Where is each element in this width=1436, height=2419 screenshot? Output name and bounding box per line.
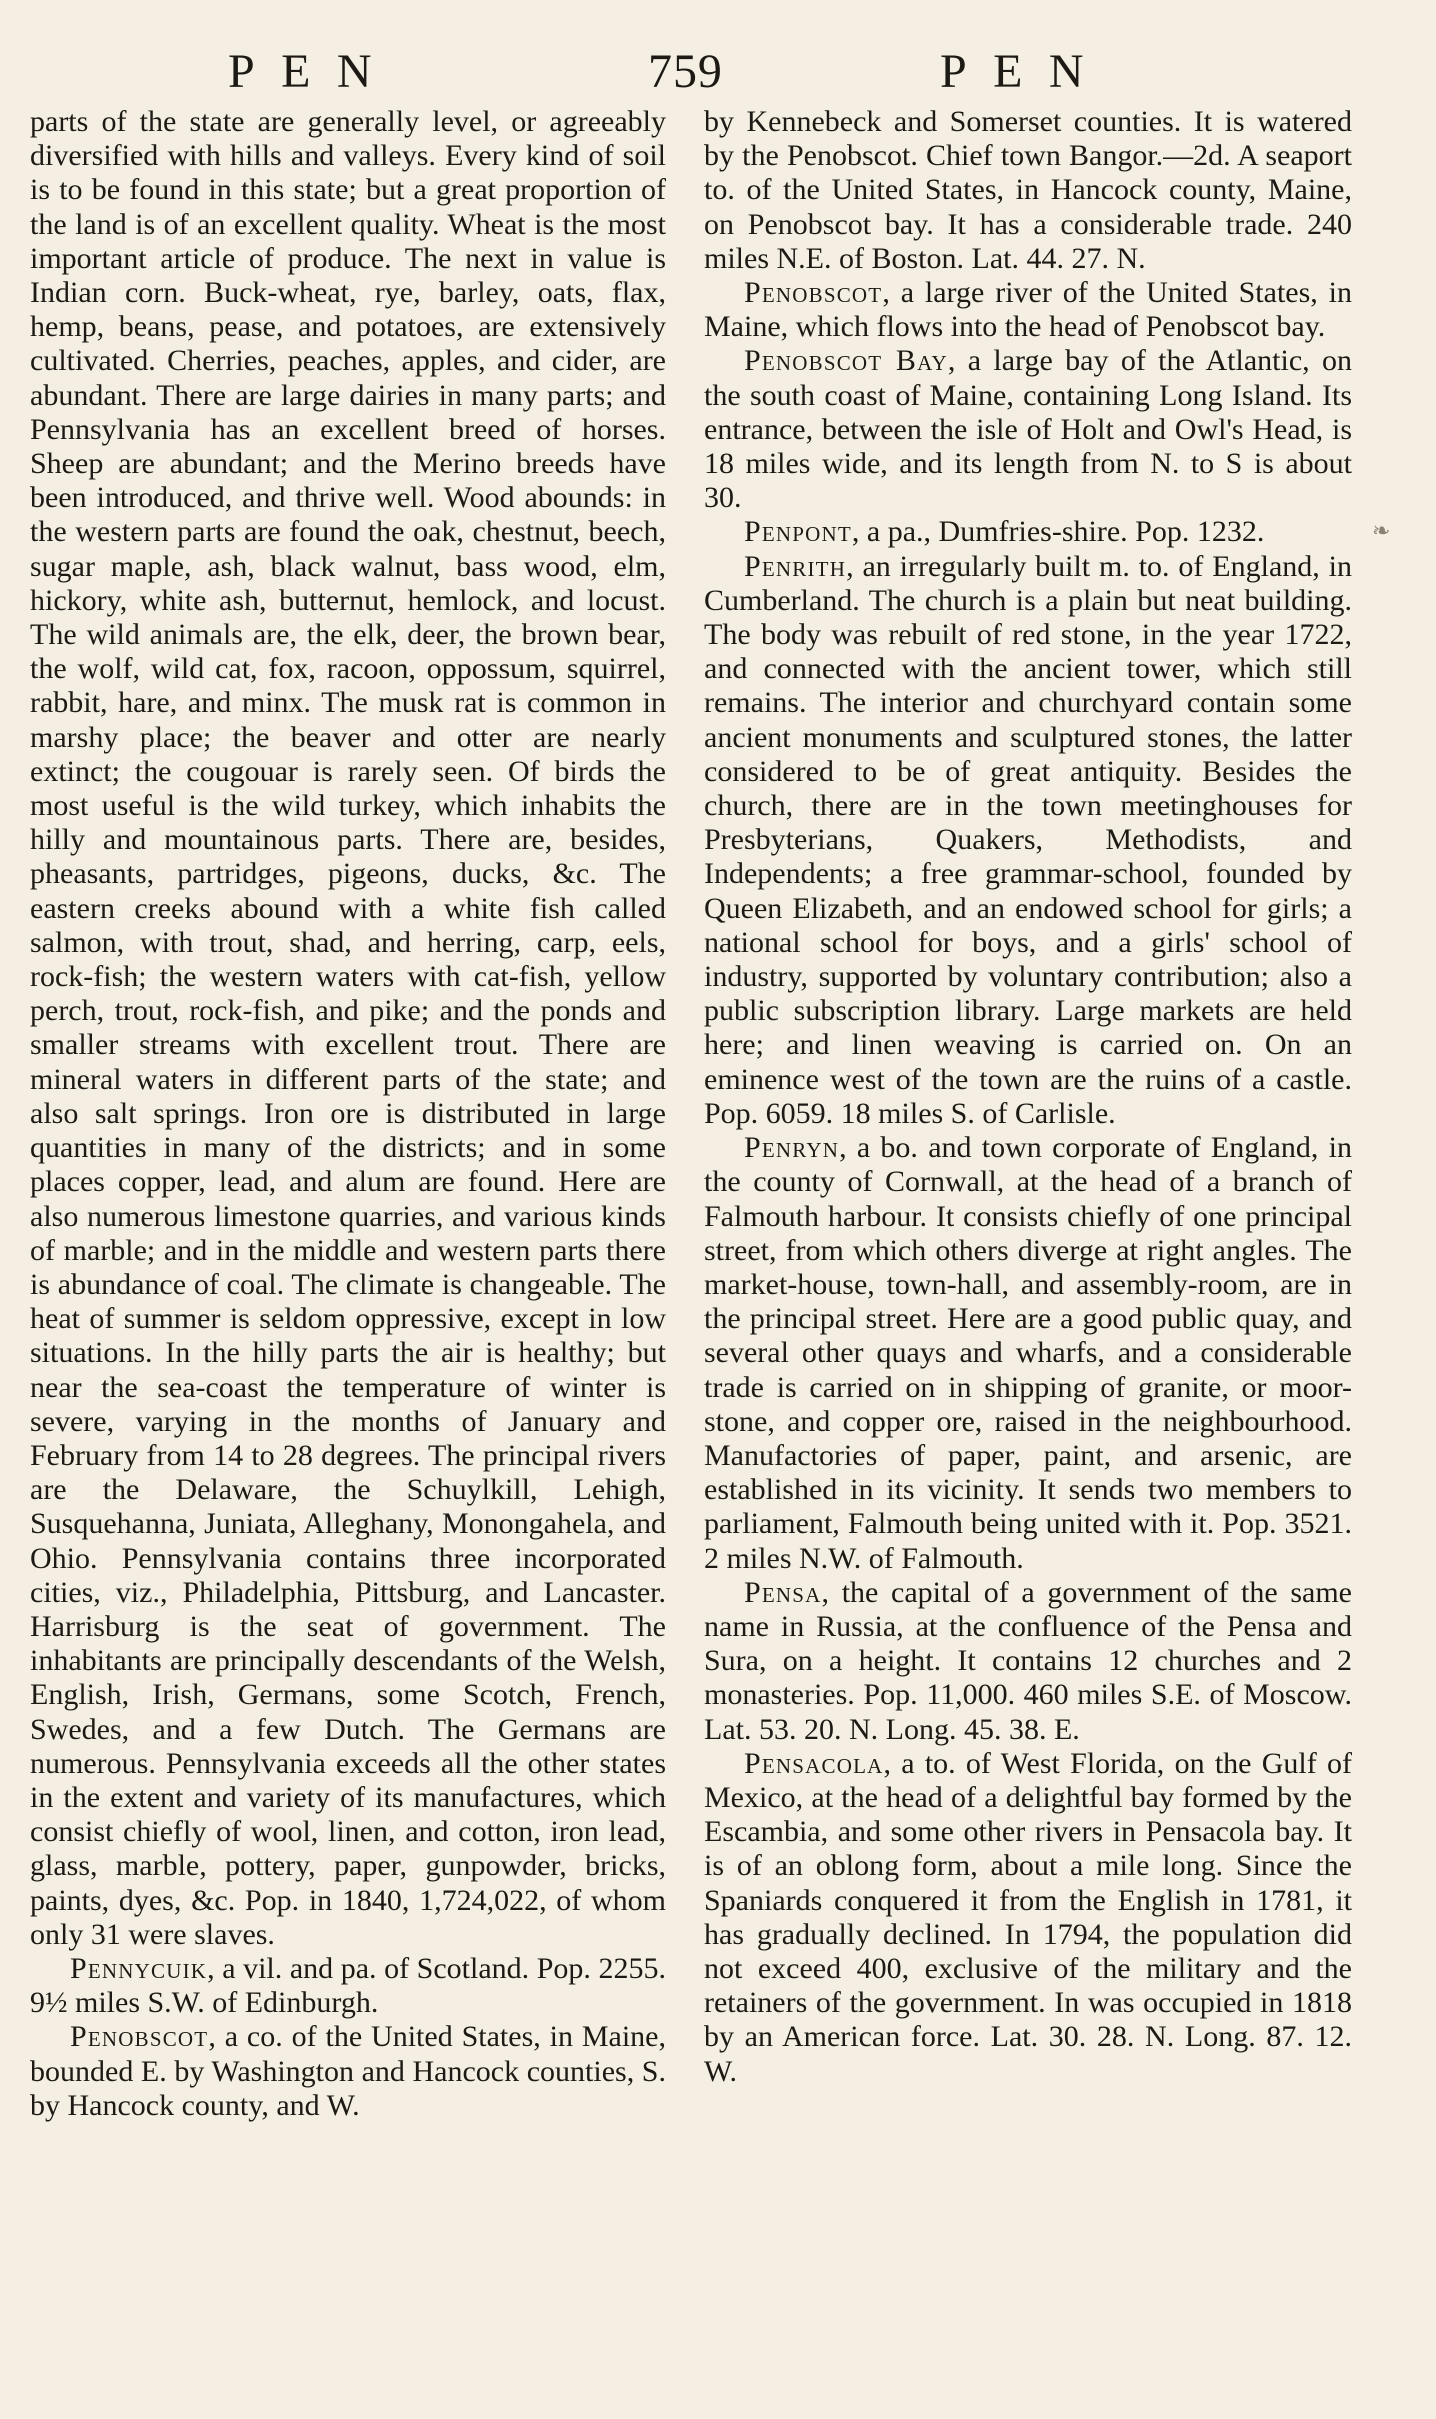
entry-body: , an irregularly built m. to. of England, in Cumberland. The church is a plain but neat building. The body was rebuilt of red stone, in the year 1722, and connected with the ancient tower, which still remains. The interior and churchyard contain some ancient monuments and sculptured stones, the latter considered to be of great antiquity. Besides the church, there are in the town meetinghouses for Presbyterians, Quakers, Methodists, and Independents; a free grammar-school, founded by Queen Elizabeth, and an endowed school for girls; a national school for boys, and a girls' school of industry, supported by voluntary contribution; also a public subscription library. Large markets are held here; and linen weaving is carried on. On an eminence west of the town are the ruins of a castle. Pop. 6059. 18 miles S. of Carlisle. (704, 549, 1352, 1130)
entry-headword: Penobscot Bay (744, 344, 948, 378)
entry-headword: Pensacola (744, 1746, 884, 1780)
entry-body: , a large river of the United States, in Maine, which flows into the head of Penobscot bay. (704, 276, 1352, 344)
entry-body: , a to. of West Florida, on the Gulf of Mexico, at the head of a delightful bay formed by the Escambia, and some other rivers in Pensacola bay. It is of an oblong form, about a mile long. Since the Spaniards conquered it from the English in 1781, it has gradually declined. In 1794, the population did not exceed 400, exclusive of the military and the retainers of the government. In was occupied in 1818 by an American force. Lat. 30. 28. N. Long. 87. 12. W. (704, 1746, 1352, 2088)
entry-penpont (704, 515, 1352, 549)
entry-pennycuik (30, 1952, 666, 2020)
running-header (0, 44, 1436, 104)
header-left-guide-word: PEN (228, 45, 398, 98)
margin-ornament-icon: ❧ (1372, 518, 1391, 543)
entry-body: , a bo. and town corporate of England, in the county of Cornwall, at the head of a branch of Falmouth harbour. It consists chiefly of one principal street, from which others diverge at right angles. The market-house, town-hall, and assembly-room, are in the principal street. Here are a good public quay, and several other quays and wharfs, and a considerable trade is carried on in shipping of granite, or moor-stone, and copper ore, raised in the neighbourhood. Manufactories of paper, paint, and arsenic, are established in its vicinity. It sends two members to parliament, Falmouth being united with it. Pop. 3521. 2 miles N.W. of Falmouth. (704, 1131, 1352, 1575)
entry-body: , the capital of a government of the same name in Russia, at the confluence of the Pensa and Sura, on a height. It contains 12 churches and 2 monasteries. Pop. 11,000. 460 miles S.E. of Moscow. Lat. 53. 20. N. Long. 45. 38. E. (704, 1575, 1352, 1746)
entry-headword: Penpont (744, 515, 852, 549)
entry-penobscot-river (704, 276, 1352, 344)
left-column (30, 105, 666, 2123)
entry-penryn (704, 1131, 1352, 1576)
continued-entry-text: parts of the state are generally level, or agreeably diversified with hills and valleys. Every kind of soil is to be found in this state; but a great proportion of the land is of an excellent quality. Wheat is the most important article of produce. The next in value is Indian corn. Buck-wheat, rye, barley, oats, flax, hemp, beans, pease, and potatoes, are extensively cultivated. Cherries, peaches, apples, and cider, are abundant. There are large dairies in many parts; and Pennsylvania has an excellent breed of horses. Sheep are abundant; and the Merino breeds have been introduced, and thrive well. Wood abounds: in the western parts are found the oak, chestnut, beech, sugar maple, ash, black walnut, bass wood, elm, hickory, white ash, butternut, hemlock, and locust. The wild animals are, the elk, deer, the brown bear, the wolf, wild cat, fox, racoon, oppossum, squirrel, rabbit, hare, and minx. The musk rat is common in marshy place; the beaver and otter are nearly extinct; the cougouar is rarely seen. Of birds the most useful is the wild turkey, which inhabits the hilly and mountainous parts. There are, besides, pheasants, partridges, pigeons, ducks, &c. The eastern creeks abound with a white fish called salmon, with trout, shad, and herring, carp, eels, rock-fish; the western waters with cat-fish, yellow perch, trout, rock-fish, and pike; and the ponds and smaller streams with excellent trout. There are mineral waters in different parts of the state; and also salt springs. Iron ore is distributed in large quantities in many of the districts; and in some places copper, lead, and alum are found. Here are also numerous limestone quarries, and various kinds of marble; and in the middle and western parts there is abundance of coal. The climate is changeable. The heat of summer is seldom oppressive, except in low situations. In the hilly parts the air is healthy; but near the sea-coast the temperature of winter is severe, varying in the months of January and February from 14 to 28 degrees. The principal rivers are the Delaware, the Schuylkill, Lehigh, Susquehanna, Juniata, Alleghany, Monongahela, and Ohio. Pennsylvania contains three incorporated cities, viz., Philadelphia, Pittsburg, and Lancaster. Harrisburg is the seat of government. The inhabitants are principally descendants of the Welsh, English, Irish, Germans, some Scotch, French, Swedes, and a few Dutch. The Germans are numerous. Pennsylvania exceeds all the other states in the extent and variety of its manufactures, which consist chiefly of wool, linen, and cotton, iron lead, glass, marble, pottery, paper, gunpowder, bricks, paints, dyes, &c. Pop. in 1840, 1,724,022, of whom only 31 were slaves. (30, 105, 666, 1951)
continued-entry-text: by Kennebeck and Somerset counties. It is watered by the Penobscot. Chief town Bangor.—2d. A seaport to. of the United States, in Hancock county, Maine, on Penobscot bay. It has a considerable trade. 240 miles N.E. of Boston. Lat. 44. 27. N. (704, 105, 1352, 275)
entry-headword: Penrith (744, 549, 847, 583)
entry-penobscot-county (30, 2020, 666, 2123)
entry-pensa (704, 1576, 1352, 1747)
entry-headword: Penryn (744, 1131, 840, 1165)
entry-headword: Pennycuik (70, 1951, 208, 1985)
entry-penobscot-bay (704, 344, 1352, 515)
entry-body: , a vil. and pa. of Scotland. Pop. 2255. 9½ miles S.W. of Edinburgh. (30, 1951, 666, 2020)
entry-pensacola (704, 1747, 1352, 2089)
entry-headword: Penobscot (744, 276, 883, 310)
entry-headword: Penobscot (70, 2020, 209, 2054)
entry-penrith (704, 550, 1352, 1131)
entry-body: , a co. of the United States, in Maine, bounded E. by Washington and Hancock counties, S. by Hancock county, and W. (30, 2020, 666, 2122)
entry-body: , a large bay of the Atlantic, on the south coast of Maine, containing Long Island. Its entrance, between the isle of Holt and Owl's Head, is 18 miles wide, and its length from N. to S is about 30. (704, 344, 1352, 515)
entry-body: , a pa., Dumfries-shire. Pop. 1232. (851, 515, 1265, 549)
header-right-guide-word: PEN (940, 45, 1110, 98)
right-column (704, 105, 1352, 2089)
entry-headword: Pensa (744, 1575, 822, 1609)
page-number: 759 (648, 45, 723, 98)
